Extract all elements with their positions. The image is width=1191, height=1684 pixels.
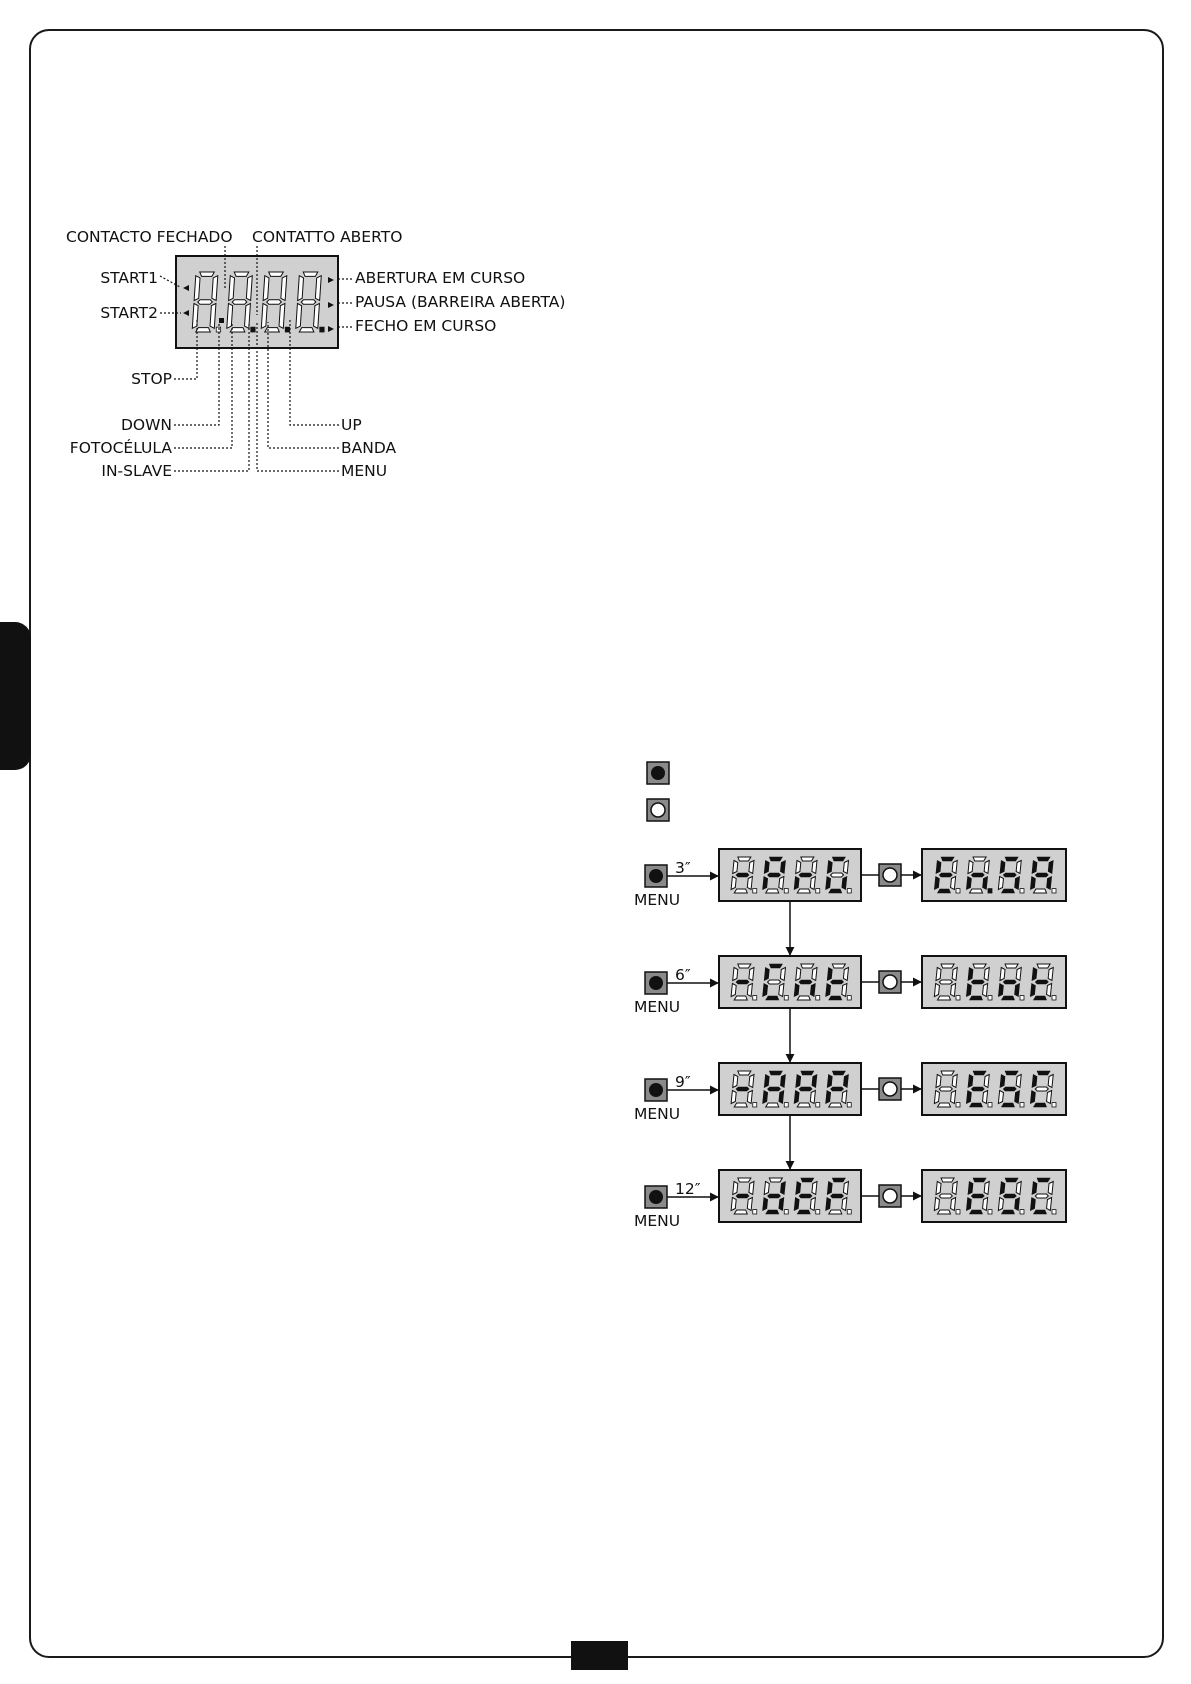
menu-row-1-confirm-display-digit-2-seg-f	[968, 861, 973, 874]
menu-row-1	[645, 849, 1066, 955]
menu-row-4-menu-display-digit-1-seg-f	[733, 1182, 738, 1195]
menu-row-2-confirm-display-digit-3-seg-f	[1000, 968, 1005, 981]
menu-row-2-menu-display-digit-4-seg-g	[831, 980, 844, 984]
menu-row-1-menu-display-digit-3-seg-f	[796, 861, 801, 874]
menu-row-1-confirm-display-digit-2-seg-g	[971, 873, 984, 877]
menu-row-3-confirm-display-digit-3-seg-e	[998, 1091, 1003, 1104]
status-lcd-digit-3-seg-g	[267, 300, 282, 304]
menu-row-4-menu-display-digit-4-seg-g	[831, 1194, 844, 1198]
menu-row-4-confirm-display-digit-4-seg-a	[1037, 1178, 1050, 1182]
menu-row-2-confirm-display-digit-2-seg-c	[983, 984, 988, 997]
label-start2: START2	[100, 304, 158, 322]
menu-row-4-confirm-display-digit-1-seg-g	[939, 1194, 952, 1198]
released-button-icon	[651, 803, 665, 817]
menu-row-1-confirm-display-digit-3-seg-g	[1003, 873, 1016, 877]
menu-row-3-confirm-display-dp-3	[1020, 1103, 1024, 1107]
menu-row-3	[645, 1063, 1066, 1169]
menu-row-2	[645, 956, 1066, 1062]
menu-row-4	[645, 1170, 1066, 1222]
menu-row-3-confirm-display-digit-1-seg-c	[951, 1091, 956, 1104]
menu-row-2-confirm-display-digit-3-seg-a	[1005, 964, 1018, 968]
menu-row-2-menu-display	[719, 956, 861, 1008]
menu-row-4-confirm-display-digit-1-seg-d	[938, 1210, 951, 1214]
menu-row-4-menu-display-digit-1-seg-c	[747, 1198, 752, 1211]
label-menu: MENU	[341, 462, 388, 480]
status-lcd-dp-3	[285, 327, 289, 332]
menu-row-1-menu-display-digit-2-seg-g	[768, 873, 781, 877]
status-lcd-digit-3-seg-d	[265, 328, 280, 332]
menu-row-4-confirm-display-digit-2-seg-b	[984, 1182, 989, 1195]
menu-row-2-confirm-display-dp-4	[1052, 996, 1056, 1000]
menu-row-4-menu-display-digit-1-seg-g	[736, 1194, 749, 1198]
menu-row-3-confirm-display-digit-4-seg-d	[1034, 1103, 1047, 1107]
menu-row-2-confirm-display-digit-3-seg-b	[1016, 968, 1021, 981]
menu-row-3-confirm-display-digit-1-seg-a	[941, 1071, 954, 1075]
menu-row-2-confirm-display-digit-1-seg-b	[952, 968, 957, 981]
menu-row-4-confirm-display	[922, 1170, 1066, 1222]
menu-row-3-menu-display-digit-1-seg-e	[731, 1091, 736, 1104]
label-in-slave: IN-SLAVE	[101, 462, 172, 480]
label-photocell: FOTOCÉLULA	[69, 439, 172, 457]
menu-row-2-menu-display-digit-2-seg-c	[779, 984, 784, 997]
menu-row-1-menu-display-digit-3-seg-d	[797, 889, 810, 893]
menu-row-3-menu-display-dp-4	[847, 1103, 851, 1107]
menu-row-1-confirm-display-digit-1-seg-c	[951, 877, 956, 890]
menu-row-2-menu-display-digit-1-seg-f	[733, 968, 738, 981]
menu-row-1-menu-display-digit-1-seg-c	[747, 877, 752, 890]
menu-row-1-menu-display-digit-1-seg-e	[731, 877, 736, 890]
menu-row-1-menu-display-digit-2-seg-d	[766, 889, 779, 893]
menu-row-2-confirm-display-digit-2-seg-d	[970, 996, 983, 1000]
menu-row-3-confirm-display-digit-1-seg-g	[939, 1087, 952, 1091]
menu-row-4-confirm-display-dp-4	[1052, 1210, 1056, 1214]
menu-row-3-confirm-display-digit-4-seg-a	[1037, 1071, 1050, 1075]
menu-row-4-pressed-icon	[649, 1190, 663, 1204]
menu-row-4-confirm-display-dp-1	[956, 1210, 960, 1214]
row3-time: 9″	[675, 1073, 691, 1091]
menu-row-4-released-icon	[883, 1189, 897, 1203]
menu-row-2-confirm-display-digit-4-seg-d	[1034, 996, 1047, 1000]
menu-row-3-menu-display-digit-4-seg-a	[832, 1071, 845, 1075]
pressed-button-icon	[651, 766, 665, 780]
menu-row-4-menu-display-digit-4-seg-d	[829, 1210, 842, 1214]
menu-row-1-menu-display-digit-3-seg-b	[812, 861, 817, 874]
menu-row-3-menu-display-digit-1-seg-f	[733, 1075, 738, 1088]
menu-row-1-confirm-display-digit-2-seg-b	[984, 861, 989, 874]
menu-row-2-confirm-display-dp-2	[988, 996, 992, 1000]
menu-row-4-menu-display-digit-2-seg-g	[768, 1194, 781, 1198]
menu-row-1-confirm-display-digit-1-seg-a	[941, 857, 954, 861]
menu-row-3-confirm-display	[922, 1063, 1066, 1115]
menu-row-4-menu-display-digit-1-seg-b	[749, 1182, 754, 1195]
status-lcd-digit-3-seg-a	[269, 272, 284, 276]
menu-row-2-confirm-display-digit-4-seg-a	[1037, 964, 1050, 968]
menu-row-4-confirm-display-digit-2-seg-c	[983, 1198, 988, 1211]
menu-row-4-confirm-display-digit-1-seg-b	[952, 1182, 957, 1195]
menu-row-1-menu-display-digit-1-seg-b	[749, 861, 754, 874]
menu-row-2-menu-display-digit-4-seg-d	[829, 996, 842, 1000]
menu-row-1-confirm-display-digit-4-seg-g	[1035, 873, 1048, 877]
row2-time: 6″	[675, 966, 691, 984]
menu-row-2-pressed-icon	[649, 976, 663, 990]
menu-row-2-menu-display-digit-1-seg-g	[736, 980, 749, 984]
menu-row-3-menu-display-digit-1-seg-g	[736, 1087, 749, 1091]
menu-row-4-menu-display	[719, 1170, 861, 1222]
menu-row-3-pressed-icon	[649, 1083, 663, 1097]
menu-row-3-confirm-display-digit-3-seg-a	[1005, 1071, 1018, 1075]
menu-row-1-confirm-display-digit-3-seg-b	[1016, 861, 1021, 874]
menu-row-2-confirm-display-digit-1-seg-d	[938, 996, 951, 1000]
menu-row-3-confirm-display-digit-2-seg-c	[983, 1091, 988, 1104]
menu-row-2-confirm-display-digit-1-seg-c	[951, 984, 956, 997]
menu-row-4-confirm-display-digit-4-seg-d	[1034, 1210, 1047, 1214]
menu-row-4-menu-display-digit-4-seg-c	[842, 1198, 847, 1211]
label-down: DOWN	[120, 416, 172, 434]
menu-row-2-menu-display-digit-1-seg-b	[749, 968, 754, 981]
menu-row-3-confirm-display-digit-2-seg-a	[973, 1071, 986, 1075]
menu-row-3-menu-display-digit-4-seg-d	[829, 1103, 842, 1107]
menu-row-3-confirm-display-digit-1-seg-d	[938, 1103, 951, 1107]
menu-row-4-menu-display-digit-3-seg-d	[797, 1210, 810, 1214]
menu-row-3-menu-display-digit-3-seg-a	[801, 1071, 814, 1075]
menu-row-4-confirm-display-digit-3-seg-b	[1016, 1182, 1021, 1195]
menu-row-1-menu-display-digit-3-seg-g	[799, 873, 812, 877]
menu-row-3-menu-display	[719, 1063, 861, 1115]
menu-row-2-menu-display-digit-4-seg-c	[842, 984, 847, 997]
row1-time: 3″	[675, 859, 691, 877]
menu-row-4-confirm-display-dp-3	[1020, 1210, 1024, 1214]
menu-row-3-menu-display-digit-3-seg-d	[797, 1103, 810, 1107]
menu-row-1-confirm-display-digit-1-seg-b	[952, 861, 957, 874]
menu-row-3-menu-display-digit-2-seg-g	[768, 1087, 781, 1091]
status-display-diagram	[66, 228, 565, 480]
menu-row-3-confirm-display-digit-2-seg-b	[984, 1075, 989, 1088]
menu-row-3-menu-display-digit-3-seg-g	[799, 1087, 812, 1091]
menu-row-2-menu-display-digit-3-seg-g	[799, 980, 812, 984]
menu-row-1-confirm-display-dp-1	[956, 889, 960, 893]
label-contact-closed: CONTACTO FECHADO	[66, 228, 233, 246]
menu-row-1-confirm-display-dp-2	[988, 889, 992, 893]
status-lcd-digit-2-seg-a	[234, 272, 249, 276]
menu-row-2-confirm-display-dp-1	[956, 996, 960, 1000]
menu-row-1-menu-display-digit-1-seg-g	[736, 873, 749, 877]
menu-row-3-confirm-display-digit-4-seg-g	[1035, 1087, 1048, 1091]
menu-row-3-menu-display-digit-2-seg-d	[766, 1103, 779, 1107]
label-contact-open: CONTATTO ABERTO	[252, 228, 403, 246]
menu-row-4-confirm-display-digit-2-seg-d	[970, 1210, 983, 1214]
menu-row-3-confirm-display-digit-1-seg-e	[934, 1091, 939, 1104]
menu-row-1-confirm-display-digit-3-seg-d	[1002, 889, 1015, 893]
menu-row-3-menu-display-dp-3	[816, 1103, 820, 1107]
menu-row-2-menu-display-digit-4-seg-b	[843, 968, 848, 981]
menu-row-2-menu-display-digit-3-seg-a	[801, 964, 814, 968]
label-opening: ABERTURA EM CURSO	[355, 269, 526, 287]
row1-menu-label: MENU	[634, 891, 681, 909]
status-lcd-digit-4-seg-a	[303, 272, 318, 276]
menu-row-4-confirm-display-dp-2	[988, 1210, 992, 1214]
menu-row-1-confirm-display-dp-4	[1052, 889, 1056, 893]
menu-row-4-confirm-display-digit-4-seg-c	[1047, 1198, 1052, 1211]
menu-row-4-confirm-display-digit-3-seg-e	[998, 1198, 1003, 1211]
menu-row-1-confirm-display-digit-2-seg-d	[970, 889, 983, 893]
menu-row-4-confirm-display-digit-3-seg-d	[1002, 1210, 1015, 1214]
row2-menu-label: MENU	[634, 998, 681, 1016]
menu-row-2-confirm-display-digit-2-seg-g	[971, 980, 984, 984]
menu-row-3-menu-display-digit-1-seg-a	[738, 1071, 751, 1075]
down-dot	[219, 318, 224, 323]
menu-row-1-menu-display-digit-1-seg-d	[734, 889, 747, 893]
menu-row-2-confirm-display-digit-3-seg-g	[1003, 980, 1016, 984]
label-closing: FECHO EM CURSO	[355, 317, 497, 335]
menu-row-2-confirm-display-digit-1-seg-g	[939, 980, 952, 984]
menu-row-3-menu-display-dp-1	[753, 1103, 757, 1107]
menu-row-4-menu-display-dp-3	[816, 1210, 820, 1214]
status-lcd-dp-2	[251, 327, 255, 332]
menu-row-2-confirm-display-digit-2-seg-b	[984, 968, 989, 981]
menu-row-4-confirm-display-digit-3-seg-a	[1005, 1178, 1018, 1182]
status-lcd-digit-1-seg-a	[200, 272, 215, 276]
menu-row-3-confirm-display-dp-4	[1052, 1103, 1056, 1107]
status-lcd-digit-1-seg-g	[198, 300, 213, 304]
menu-row-1-confirm-display-digit-4-seg-a	[1037, 857, 1050, 861]
status-lcd-digit-4-seg-d	[299, 328, 314, 332]
label-stop: STOP	[131, 370, 172, 388]
menu-row-1-confirm-display	[922, 849, 1066, 901]
menu-row-1-pressed-icon	[649, 869, 663, 883]
menu-row-2-menu-display-digit-2-seg-a	[769, 964, 782, 968]
menu-row-1-menu-display-digit-4-seg-a	[832, 857, 845, 861]
label-start1: START1	[100, 269, 158, 287]
menu-row-1-menu-display-digit-2-seg-a	[769, 857, 782, 861]
legend-button-pressed	[647, 762, 669, 784]
menu-row-4-menu-display-digit-2-seg-f	[764, 1182, 769, 1195]
status-lcd-digit-1-seg-d	[196, 328, 211, 332]
menu-row-3-confirm-display-dp-1	[956, 1103, 960, 1107]
menu-row-4-confirm-display-digit-1-seg-c	[951, 1198, 956, 1211]
menu-row-3-confirm-display-digit-4-seg-c	[1047, 1091, 1052, 1104]
menu-row-2-confirm-display-digit-4-seg-g	[1035, 980, 1048, 984]
menu-row-2-menu-display-digit-2-seg-d	[766, 996, 779, 1000]
menu-row-4-menu-display-digit-1-seg-d	[734, 1210, 747, 1214]
menu-row-2-confirm-display	[922, 956, 1066, 1008]
menu-row-3-menu-display-digit-1-seg-b	[749, 1075, 754, 1088]
menu-row-1-menu-display-dp-3	[816, 889, 820, 893]
menu-row-2-menu-display-digit-3-seg-d	[797, 996, 810, 1000]
menu-row-3-menu-display-dp-2	[784, 1103, 788, 1107]
menu-rows	[645, 849, 1066, 1222]
menu-row-3-confirm-display-digit-4-seg-b	[1048, 1075, 1053, 1088]
menu-row-1-menu-display-digit-1-seg-a	[738, 857, 751, 861]
menu-row-3-confirm-display-digit-1-seg-b	[952, 1075, 957, 1088]
menu-row-2-menu-display-dp-4	[847, 996, 851, 1000]
menu-row-4-menu-display-digit-4-seg-b	[843, 1182, 848, 1195]
label-band: BANDA	[341, 439, 397, 457]
menu-row-2-menu-display-digit-4-seg-a	[832, 964, 845, 968]
menu-row-1-confirm-display-digit-2-seg-a	[973, 857, 986, 861]
menu-row-2-menu-display-dp-2	[784, 996, 788, 1000]
menu-row-3-menu-display-digit-1-seg-c	[747, 1091, 752, 1104]
menu-row-4-confirm-display-digit-4-seg-b	[1048, 1182, 1053, 1195]
menu-row-1-menu-display-digit-4-seg-b	[843, 861, 848, 874]
menu-row-2-confirm-display-digit-3-seg-d	[1002, 996, 1015, 1000]
menu-row-1-confirm-display-digit-3-seg-a	[1005, 857, 1018, 861]
menu-row-4-confirm-display-digit-2-seg-a	[973, 1178, 986, 1182]
label-pause: PAUSA (BARREIRA ABERTA)	[355, 293, 566, 311]
menu-row-4-menu-display-digit-2-seg-d	[766, 1210, 779, 1214]
menu-row-4-menu-display-digit-3-seg-b	[812, 1182, 817, 1195]
menu-row-4-menu-display-digit-2-seg-a	[769, 1178, 782, 1182]
menu-row-4-confirm-display-digit-4-seg-g	[1035, 1194, 1048, 1198]
menu-row-1-menu-display-dp-2	[784, 889, 788, 893]
menu-row-3-confirm-display-digit-1-seg-f	[936, 1075, 941, 1088]
menu-row-4-menu-display-digit-4-seg-a	[832, 1178, 845, 1182]
legend-button-released	[647, 799, 669, 821]
menu-row-1-confirm-display-digit-1-seg-g	[939, 873, 952, 877]
row4-menu-label: MENU	[634, 1212, 681, 1230]
menu-row-4-confirm-display-digit-3-seg-g	[1003, 1194, 1016, 1198]
menu-row-3-released-icon	[883, 1082, 897, 1096]
menu-row-2-confirm-display-digit-1-seg-e	[934, 984, 939, 997]
menu-row-1-menu-display-digit-4-seg-d	[829, 889, 842, 893]
label-up: UP	[341, 416, 362, 434]
menu-row-1-menu-display-digit-3-seg-a	[801, 857, 814, 861]
menu-row-4-menu-display-dp-2	[784, 1210, 788, 1214]
menu-row-4-menu-display-digit-1-seg-e	[731, 1198, 736, 1211]
menu-row-2-menu-display-digit-1-seg-e	[731, 984, 736, 997]
menu-row-3-menu-display-digit-2-seg-a	[769, 1071, 782, 1075]
menu-row-1-confirm-display-dp-3	[1020, 889, 1024, 893]
menu-row-4-confirm-display-digit-1-seg-e	[934, 1198, 939, 1211]
menu-row-4-confirm-display-digit-1-seg-f	[936, 1182, 941, 1195]
menu-row-2-confirm-display-digit-1-seg-f	[936, 968, 941, 981]
menu-row-3-confirm-display-digit-3-seg-b	[1016, 1075, 1021, 1088]
menu-row-3-confirm-display-digit-3-seg-g	[1003, 1087, 1016, 1091]
menu-row-3-confirm-display-dp-2	[988, 1103, 992, 1107]
status-lcd-dp-4	[320, 327, 324, 332]
menu-row-3-menu-display-digit-4-seg-c	[842, 1091, 847, 1104]
menu-row-1-confirm-display-digit-4-seg-d	[1034, 889, 1047, 893]
menu-row-2-released-icon	[883, 975, 897, 989]
menu-row-1-menu-display-digit-3-seg-c	[810, 877, 815, 890]
menu-row-1-menu-display-digit-2-seg-c	[779, 877, 784, 890]
menu-row-3-menu-display-digit-1-seg-d	[734, 1103, 747, 1107]
row3-menu-label: MENU	[634, 1105, 681, 1123]
menu-row-2-menu-display-dp-3	[816, 996, 820, 1000]
menu-row-4-menu-display-dp-1	[753, 1210, 757, 1214]
menu-row-4-menu-display-digit-1-seg-a	[738, 1178, 751, 1182]
menu-row-2-confirm-display-digit-4-seg-b	[1048, 968, 1053, 981]
menu-row-1-menu-display-digit-1-seg-f	[733, 861, 738, 874]
menu-row-2-confirm-display-digit-4-seg-c	[1047, 984, 1052, 997]
menu-row-1-confirm-display-digit-1-seg-d	[938, 889, 951, 893]
menu-row-4-confirm-display-digit-1-seg-a	[941, 1178, 954, 1182]
status-lcd-digit-2-seg-g	[232, 300, 247, 304]
menu-row-2-menu-display-dp-1	[753, 996, 757, 1000]
menu-row-3-confirm-display-digit-2-seg-g	[971, 1087, 984, 1091]
menu-row-3-menu-display-digit-3-seg-c	[810, 1091, 815, 1104]
menu-row-1-menu-display	[719, 849, 861, 901]
menu-row-3-confirm-display-digit-2-seg-d	[970, 1103, 983, 1107]
menu-row-2-menu-display-digit-3-seg-f	[796, 968, 801, 981]
menu-row-4-menu-display-digit-3-seg-c	[810, 1198, 815, 1211]
menu-row-2-menu-display-digit-2-seg-b	[780, 968, 785, 981]
menu-row-1-menu-display-dp-4	[847, 889, 851, 893]
menu-row-2-menu-display-digit-2-seg-g	[768, 980, 781, 984]
menu-row-1-menu-display-digit-4-seg-g	[831, 873, 844, 877]
menu-row-2-menu-display-digit-3-seg-b	[812, 968, 817, 981]
menu-row-4-menu-display-digit-3-seg-a	[801, 1178, 814, 1182]
menu-row-4-menu-display-digit-3-seg-g	[799, 1194, 812, 1198]
menu-row-1-released-icon	[883, 868, 897, 882]
menu-row-2-menu-display-digit-1-seg-d	[734, 996, 747, 1000]
menu-row-4-confirm-display-digit-2-seg-g	[971, 1194, 984, 1198]
menu-row-4-menu-display-dp-4	[847, 1210, 851, 1214]
menu-row-1-confirm-display-digit-3-seg-e	[998, 877, 1003, 890]
status-lcd-digit-4-seg-g	[301, 300, 316, 304]
menu-row-2-confirm-display-digit-1-seg-a	[941, 964, 954, 968]
menu-row-2-confirm-display-digit-2-seg-a	[973, 964, 986, 968]
menu-row-1-menu-display-dp-1	[753, 889, 757, 893]
menu-row-2-confirm-display-dp-3	[1020, 996, 1024, 1000]
row4-time: 12″	[675, 1180, 701, 1198]
menu-row-3-menu-display-digit-4-seg-g	[831, 1087, 844, 1091]
menu-sequence-diagram	[634, 762, 1066, 1230]
menu-row-2-menu-display-digit-1-seg-a	[738, 964, 751, 968]
menu-row-2-menu-display-digit-1-seg-c	[747, 984, 752, 997]
menu-row-3-confirm-display-digit-3-seg-d	[1002, 1103, 1015, 1107]
